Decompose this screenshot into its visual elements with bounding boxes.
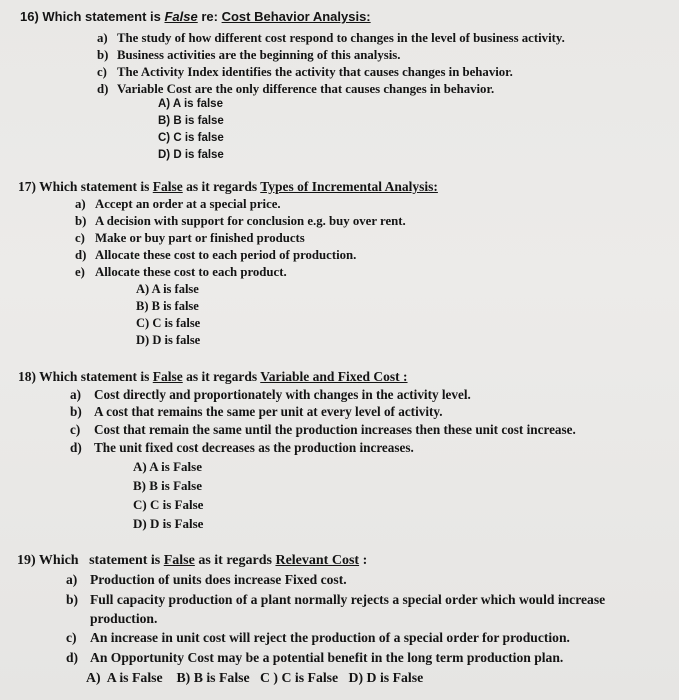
q17-item-c-label: c) [75, 231, 85, 245]
q16-answer-c: C) C is false [158, 132, 224, 144]
q19-title-topic: Relevant Cost [275, 553, 360, 568]
q17-title-mid: as it regards [182, 179, 261, 194]
q16-title-mid: re: [197, 9, 222, 24]
q18-item-b-text: A cost that remains the same per unit at every level of activity. [94, 404, 443, 419]
q19-answers-line: A) A is False B) B is False C ) C is False D) D is False [86, 670, 424, 685]
q19-item-b [66, 592, 605, 608]
q18-answer-a: A) A is False [133, 459, 202, 474]
q19-item-c-text: An increase in unit cost will reject the production of a special order for production. [90, 630, 570, 645]
q18-item-c-text: Cost that remain the same until the production increases then these unit cost increase. [94, 422, 576, 437]
q18-title-mid: as it regards [182, 369, 261, 384]
q17-item-a-text: Accept an order at a special price. [95, 197, 281, 211]
q16-answer-a: A) A is false [158, 98, 223, 110]
q18-answer-c: C) C is False [133, 497, 204, 512]
q19-item-a-label: a) [66, 572, 78, 587]
q19-item-b-label: b) [66, 592, 79, 607]
q19-title-prefix: 19) Which statement is [17, 553, 164, 568]
q17-item-b-label: b) [75, 214, 87, 228]
q16-item-c [97, 65, 513, 80]
q19-item-d-text: An Opportunity Cost may be a potential benefit in the long term production plan. [90, 650, 564, 665]
q17-item-c [75, 231, 305, 246]
q18-title-topic: Variable and Fixed Cost : [260, 369, 408, 384]
q17-item-b-text: A decision with support for conclusion e.g. buy over rent. [95, 214, 406, 228]
q18-item-d-text: The unit fixed cost decreases as the production increases. [94, 440, 414, 455]
q17-answer-a: A) A is false [136, 282, 199, 296]
q19-item-c-label: c) [66, 630, 77, 645]
q16-item-a [97, 31, 565, 46]
q18-item-b [70, 404, 443, 420]
q17-title-topic: Types of Incremental Analysis: [260, 179, 438, 194]
q17-item-a [75, 197, 281, 212]
q16-title-false: False [164, 9, 198, 24]
q17-answer-c: C) C is false [136, 316, 201, 330]
q17-item-d-label: d) [75, 248, 87, 262]
q17-item-b [75, 214, 406, 229]
q18-item-a-text: Cost directly and proportionately with changes in the activity level. [94, 387, 471, 402]
q16-item-a-label: a) [97, 31, 108, 45]
q17-item-e-text: Allocate these cost to each product. [95, 265, 287, 279]
q16-title [20, 9, 371, 24]
q17-answer-d: D) D is false [136, 333, 201, 347]
q16-answer-d: D) D is false [158, 149, 224, 161]
q19-item-d-label: d) [66, 650, 79, 665]
q16-item-d-label: d) [97, 82, 109, 96]
q16-item-d-text: Variable Cost are the only difference that causes changes in behavior. [117, 82, 495, 96]
q19-item-a [66, 572, 347, 588]
q18-item-a [70, 387, 471, 403]
q19-item-b-cont [66, 611, 157, 627]
q16-item-c-label: c) [97, 65, 107, 79]
q18-title-false: False [152, 369, 183, 384]
q17-title-prefix: 17) Which statement is [18, 179, 153, 194]
q17-answer-b: B) B is false [136, 299, 199, 313]
q19-title [17, 553, 367, 569]
q19-title-false: False [163, 553, 195, 568]
q16-title-topic: Cost Behavior Analysis: [221, 9, 371, 24]
q18-answer-d: D) D is False [133, 516, 204, 531]
q18-item-c-label: c) [70, 422, 81, 437]
q17-title [18, 179, 438, 195]
q18-item-a-label: a) [70, 387, 81, 402]
q16-item-b [97, 48, 400, 63]
q16-title-prefix: 16) Which statement is [20, 9, 165, 24]
q19-item-d [66, 650, 563, 666]
q16-item-a-text: The study of how different cost respond to changes in the level of business activity. [117, 31, 565, 45]
q17-item-d [75, 248, 356, 263]
q16-answer-b: B) B is false [158, 115, 224, 127]
q18-answer-b: B) B is False [133, 478, 202, 493]
q17-item-c-text: Make or buy part or finished products [95, 231, 305, 245]
q18-item-b-label: b) [70, 404, 82, 419]
q17-item-d-text: Allocate these cost to each period of production. [95, 248, 357, 262]
q18-title-prefix: 18) Which statement is [18, 369, 153, 384]
q16-item-b-text: Business activities are the beginning of this analysis. [117, 48, 401, 62]
q17-item-e [75, 265, 287, 280]
q19-item-b-cont-text: production. [90, 611, 158, 626]
q16-item-c-text: The Activity Index identifies the activity that causes changes in behavior. [117, 65, 513, 79]
q18-item-d [70, 440, 414, 456]
q16-item-b-label: b) [97, 48, 109, 62]
q19-title-mid: as it regards [194, 553, 276, 568]
q17-item-e-label: e) [75, 265, 85, 279]
q18-item-c [70, 422, 576, 438]
q18-title [18, 369, 408, 385]
q16-item-d [97, 82, 494, 97]
q17-item-a-label: a) [75, 197, 86, 211]
q17-title-false: False [152, 179, 183, 194]
q19-item-a-text: Production of units does increase Fixed cost. [90, 572, 347, 587]
q19-item-c [66, 630, 570, 646]
q18-item-d-label: d) [70, 440, 82, 455]
q19-title-end: : [359, 553, 368, 568]
q19-item-b-text: Full capacity production of a plant normally rejects a special order which would increase [90, 592, 606, 607]
